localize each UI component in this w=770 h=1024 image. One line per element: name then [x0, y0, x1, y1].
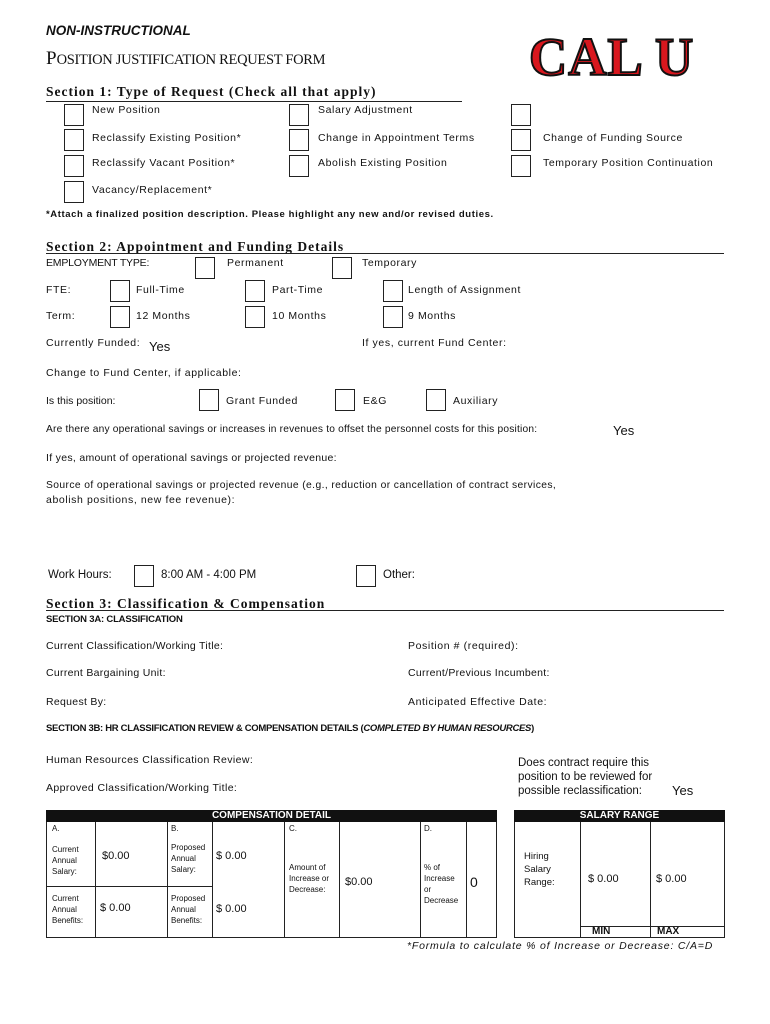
proposed-benefits-label-l1: Proposed: [171, 894, 206, 903]
employment-type-label: EMPLOYMENT TYPE:: [46, 257, 150, 269]
comp-divider: [167, 822, 168, 938]
temporary-continuation-checkbox[interactable]: [511, 155, 531, 177]
amount-change-label-l3: Decrease:: [289, 885, 326, 894]
col-b-label: B.: [171, 824, 179, 833]
change-funding-checkbox[interactable]: [511, 129, 531, 151]
formula-note: *Formula to calculate % of Increase or Decrease: C/A=D: [407, 940, 714, 952]
salary-adjustment-label: Salary Adjustment: [318, 104, 413, 116]
current-salary-label-l2: Annual: [52, 856, 77, 865]
section3a-heading: SECTION 3A: CLASSIFICATION: [46, 614, 183, 625]
section3-heading: Section 3: Classification & Compensation: [46, 596, 326, 611]
abolish-existing-label: Abolish Existing Position: [318, 157, 448, 169]
full-time-label: Full-Time: [136, 284, 185, 296]
bargaining-unit-label: Current Bargaining Unit:: [46, 667, 166, 679]
proposed-benefits-value[interactable]: $ 0.00: [216, 903, 247, 915]
incumbent-label: Current/Previous Incumbent:: [408, 667, 550, 679]
request-by-label: Request By:: [46, 696, 107, 708]
cal-u-logo: CAL U: [529, 27, 695, 87]
work-hours-label: Work Hours:: [48, 569, 112, 581]
new-position-checkbox[interactable]: [64, 104, 84, 126]
unlabeled-checkbox[interactable]: [511, 104, 531, 126]
vacancy-replacement-label: Vacancy/Replacement*: [92, 184, 213, 196]
is-position-label: Is this position:: [46, 395, 116, 407]
current-salary-value[interactable]: $0.00: [102, 850, 130, 862]
section1-underline: [46, 101, 462, 102]
source-line2: abolish positions, new fee revenue):: [46, 494, 236, 506]
comp-divider: [95, 822, 96, 938]
current-salary-label: [52, 844, 79, 877]
change-fund-center-label: Change to Fund Center, if applicable:: [46, 367, 242, 379]
grant-funded-checkbox[interactable]: [199, 389, 219, 411]
hiring-range-label-l2: Salary: [524, 864, 551, 875]
savings-question: Are there any operational savings or increases in revenues to offset the personnel costs for this position:: [46, 424, 538, 435]
proposed-benefits-label-l2: Annual: [171, 905, 196, 914]
effective-date-label: Anticipated Effective Date:: [408, 696, 548, 708]
comp-divider: [466, 822, 467, 938]
position-number-label: Position # (required):: [408, 640, 519, 652]
approved-classification-label: Approved Classification/Working Title:: [46, 782, 238, 794]
contract-question-line3: possible reclassification:: [518, 785, 643, 797]
section3b-italic: COMPLETED BY HUMAN RESOURCES: [363, 723, 532, 734]
months12-label: 12 Months: [136, 310, 191, 322]
proposed-salary-label-l2: Annual: [171, 854, 196, 863]
percent-change-label: [424, 862, 458, 906]
hiring-range-label: [524, 850, 555, 889]
form-title-rest: OSITION JUSTIFICATION REQUEST FORM: [56, 52, 326, 68]
contract-value[interactable]: Yes: [672, 783, 694, 798]
percent-change-label-l1: % of: [424, 863, 441, 872]
min-label: MIN: [592, 926, 611, 937]
length-assignment-label: Length of Assignment: [408, 284, 521, 296]
work-hours-value[interactable]: 8:00 AM - 4:00 PM: [161, 569, 257, 581]
eg-checkbox[interactable]: [335, 389, 355, 411]
percent-change-value[interactable]: 0: [470, 874, 478, 890]
other-label: Other:: [383, 569, 415, 581]
amount-change-label-l2: Increase or: [289, 874, 330, 883]
col-d-label: D.: [424, 824, 432, 833]
part-time-label: Part-Time: [272, 284, 324, 296]
salary-range-header: SALARY RANGE: [514, 810, 725, 822]
salary-min-value[interactable]: $ 0.00: [588, 873, 619, 885]
abolish-existing-checkbox[interactable]: [289, 155, 309, 177]
change-appointment-label: Change in Appointment Terms: [318, 132, 475, 144]
current-salary-label-l1: Current: [52, 845, 79, 854]
section3b-heading: [46, 723, 534, 734]
auxiliary-label: Auxiliary: [453, 395, 499, 407]
section3-underline: [46, 610, 724, 611]
change-appointment-checkbox[interactable]: [289, 129, 309, 151]
comp-divider: [339, 822, 340, 938]
proposed-benefits-label: [171, 893, 205, 926]
currently-funded-value[interactable]: Yes: [149, 339, 171, 354]
current-salary-label-l3: Salary:: [52, 867, 77, 876]
non-instructional-label: NON-INSTRUCTIONAL: [46, 23, 191, 38]
hiring-range-label-l1: Hiring: [524, 851, 549, 862]
amount-change-label-l1: Amount of: [289, 863, 326, 872]
currently-funded-label: Currently Funded:: [46, 337, 141, 349]
savings-amount-label: If yes, amount of operational savings or projected revenue:: [46, 452, 337, 464]
temporary-checkbox[interactable]: [332, 257, 352, 279]
percent-change-label-l4: Decrease: [424, 896, 459, 905]
proposed-salary-label-l3: Salary:: [171, 865, 196, 874]
hiring-range-label-l3: Range:: [524, 877, 555, 888]
months9-checkbox[interactable]: [383, 306, 403, 328]
compensation-header: COMPENSATION DETAIL: [46, 810, 497, 822]
current-classification-label: Current Classification/Working Title:: [46, 640, 224, 652]
temporary-continuation-label: Temporary Position Continuation: [543, 157, 714, 169]
other-checkbox[interactable]: [356, 565, 376, 587]
part-time-checkbox[interactable]: [245, 280, 265, 302]
comp-divider: [420, 822, 421, 938]
proposed-benefits-label-l3: Benefits:: [171, 916, 203, 925]
proposed-salary-label: [171, 842, 205, 875]
max-label: MAX: [657, 926, 680, 937]
col-c-label: C.: [289, 824, 297, 833]
months9-label: 9 Months: [408, 310, 456, 322]
current-benefits-label-l2: Annual: [52, 905, 77, 914]
salary-divider: [650, 822, 651, 938]
comp-divider: [212, 822, 213, 938]
change-funding-label: Change of Funding Source: [543, 132, 683, 144]
reclassify-existing-checkbox[interactable]: [64, 129, 84, 151]
fte-label: FTE:: [46, 284, 72, 296]
full-time-checkbox[interactable]: [110, 280, 130, 302]
section1-heading: Section 1: Type of Request (Check all that apply): [46, 84, 377, 99]
auxiliary-checkbox[interactable]: [426, 389, 446, 411]
eg-label: E&G: [363, 395, 387, 407]
months10-checkbox[interactable]: [245, 306, 265, 328]
temporary-label: Temporary: [362, 257, 417, 269]
fund-center-label: If yes, current Fund Center:: [362, 337, 507, 349]
percent-change-label-l3: or: [424, 885, 432, 894]
percent-change-label-l2: Increase: [424, 874, 455, 883]
section3b-prefix: SECTION 3B: HR CLASSIFICATION REVIEW & COMPENSATION DETAILS (: [46, 723, 364, 734]
term-label: Term:: [46, 310, 76, 322]
section3b-suffix: ): [531, 723, 534, 734]
section2-underline: [46, 253, 724, 254]
vacancy-replacement-checkbox[interactable]: [64, 181, 84, 203]
current-benefits-value[interactable]: $ 0.00: [100, 902, 131, 914]
current-benefits-label: [52, 893, 83, 926]
proposed-salary-value[interactable]: $ 0.00: [216, 850, 247, 862]
salary-divider: [580, 822, 581, 938]
current-benefits-label-l1: Current: [52, 894, 79, 903]
col-a-label: A.: [52, 824, 60, 833]
reclassify-vacant-checkbox[interactable]: [64, 155, 84, 177]
months12-checkbox[interactable]: [110, 306, 130, 328]
reclassify-existing-label: Reclassify Existing Position*: [92, 132, 242, 144]
amount-change-label: [289, 862, 329, 895]
length-assignment-checkbox[interactable]: [383, 280, 403, 302]
work-hours-checkbox[interactable]: [134, 565, 154, 587]
form-title-initial: P: [46, 48, 57, 69]
savings-value[interactable]: Yes: [613, 423, 635, 438]
reclassify-vacant-label: Reclassify Vacant Position*: [92, 157, 236, 169]
source-line1: Source of operational savings or projected revenue (e.g., reduction or cancellation of contract services,: [46, 480, 557, 491]
section2-heading: Section 2: Appointment and Funding Details: [46, 239, 345, 254]
comp-row-divider: [46, 886, 212, 887]
proposed-salary-label-l1: Proposed: [171, 843, 206, 852]
current-benefits-label-l3: Benefits:: [52, 916, 84, 925]
new-position-label: New Position: [92, 104, 161, 116]
amount-change-value[interactable]: $0.00: [345, 876, 373, 888]
grant-funded-label: Grant Funded: [226, 395, 298, 407]
permanent-checkbox[interactable]: [195, 257, 215, 279]
attach-note: *Attach a finalized position description. Please highlight any new and/or revised duties.: [46, 209, 494, 220]
hr-review-label: Human Resources Classification Review:: [46, 754, 254, 766]
permanent-label: Permanent: [227, 257, 284, 269]
contract-question-line2: position to be reviewed for: [518, 771, 653, 783]
months10-label: 10 Months: [272, 310, 327, 322]
salary-adjustment-checkbox[interactable]: [289, 104, 309, 126]
comp-divider: [284, 822, 285, 938]
salary-max-value[interactable]: $ 0.00: [656, 873, 687, 885]
form-title: [46, 48, 325, 70]
contract-question-line1: Does contract require this: [518, 757, 650, 769]
